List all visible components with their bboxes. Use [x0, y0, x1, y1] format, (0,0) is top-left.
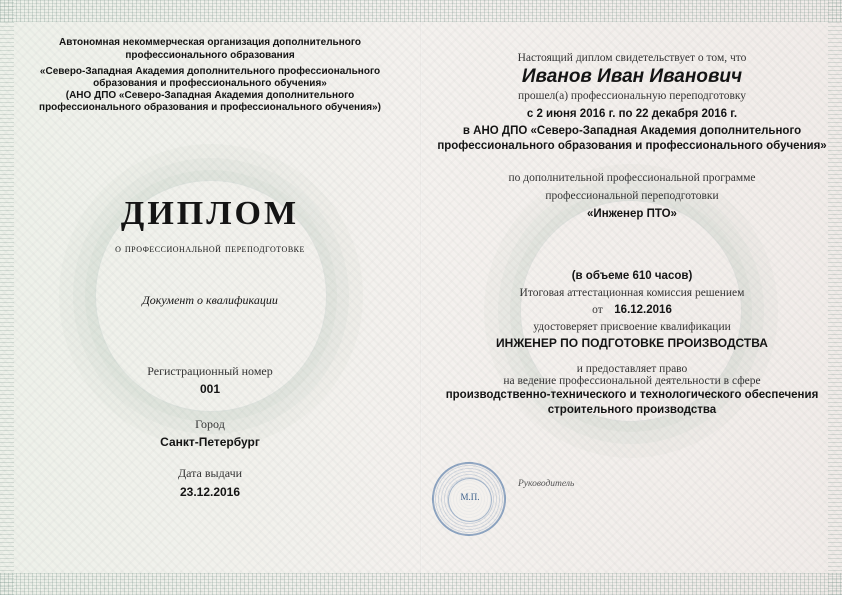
org-line-2: профессионального образования	[125, 50, 295, 61]
commission-decision: Итоговая аттестационная комиссия решением	[519, 287, 745, 299]
organization-full-name	[10, 66, 410, 114]
organization-name	[10, 36, 410, 62]
passed-retraining: прошел(а) профессиональную переподготовку	[517, 90, 747, 102]
decision-date-row	[437, 304, 827, 316]
org-line-5: (АНО ДПО «Северо-Западная Академия дополнительного	[65, 90, 355, 101]
document-kind: Документ о квалификации	[142, 293, 278, 307]
page-fold	[420, 0, 422, 595]
program-name: «Инженер ПТО»	[587, 208, 677, 220]
grants-right-label: и предоставляет право	[576, 363, 688, 375]
org-line-3: «Северо-Западная Академия дополнительного профессионального	[39, 66, 381, 77]
decision-date: 16.12.2016	[614, 304, 672, 316]
registration-number: 001	[199, 382, 221, 396]
head-signature-label: Руководитель	[518, 479, 575, 489]
qualification-name: ИНЖЕНЕР ПО ПОДГОТОВКЕ ПРОИЗВОДСТВА	[496, 336, 768, 350]
qualification-label: удостоверяет присвоение квалификации	[533, 321, 731, 333]
seal-stamp	[432, 462, 506, 536]
registration-label: Регистрационный номер	[147, 364, 273, 378]
diploma-subtitle: о профессиональной переподготовке	[115, 241, 305, 255]
issue-date-label: Дата выдачи	[177, 466, 243, 480]
activity-label: на ведение профессиональной деятельности в сфере	[503, 375, 761, 387]
org-line-1: Автономная некоммерческая организация дополнительного	[59, 37, 361, 48]
diploma-title: ДИПЛОМ	[120, 195, 300, 232]
program-line-1: по дополнительной профессиональной программе	[508, 172, 756, 184]
program-hours: (в объеме 610 часов)	[571, 270, 693, 282]
academy-name: в АНО ДПО «Северо-Западная Академия дополнительного профессионального образования и профессионального обучения»	[437, 125, 827, 152]
from-label: от	[592, 304, 603, 316]
city-label: Город	[195, 417, 225, 431]
issue-date-value: 23.12.2016	[179, 485, 241, 499]
study-period: с 2 июня 2016 г. по 22 декабря 2016 г.	[526, 108, 738, 120]
activity-area: производственно-технического и технологического обеспечения строительного производства	[445, 389, 819, 416]
org-line-4: образования и профессионального обучения»	[93, 78, 327, 89]
org-line-6: профессионального образования и профессионального обучения»)	[39, 102, 381, 113]
holder-name: Иванов Иван Иванович	[521, 66, 743, 87]
certify-intro: Настоящий диплом свидетельствует о том, что	[517, 52, 747, 64]
guilloche-border-right	[828, 0, 842, 595]
seal-center	[448, 478, 492, 522]
program-line-2: профессиональной переподготовки	[545, 190, 719, 202]
city-value: Санкт-Петербург	[160, 435, 260, 449]
seal-label: М.П.	[460, 492, 480, 502]
